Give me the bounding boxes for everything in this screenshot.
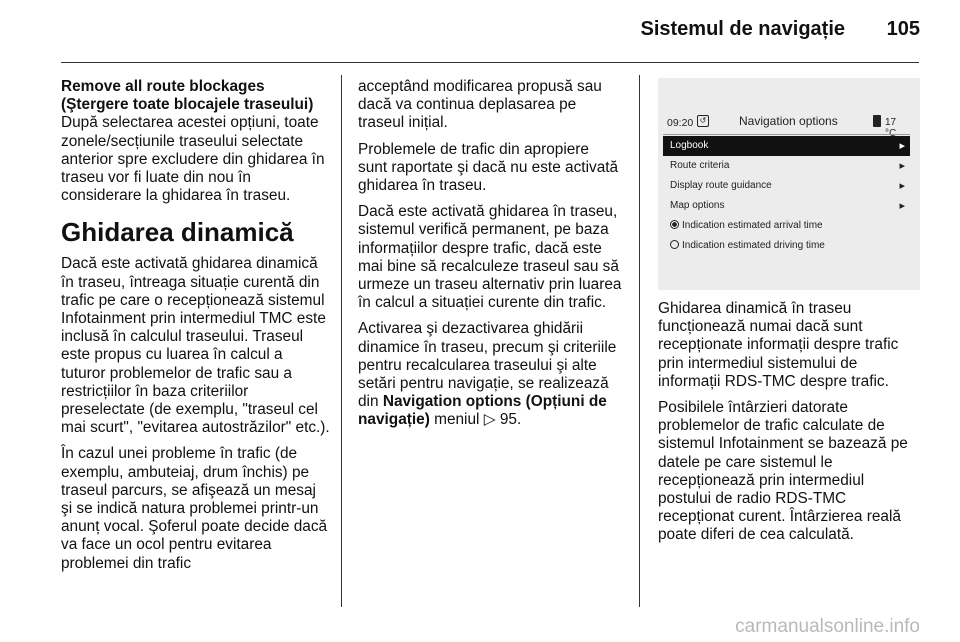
menu-item-label: Map options xyxy=(670,200,725,211)
menu-item-label: Logbook xyxy=(670,140,709,151)
menu-item-logbook[interactable] xyxy=(663,136,910,156)
options-menu xyxy=(663,136,910,256)
dynamic-guidance-paragraph: Dacă este activată ghidarea dinamică în traseu, întreaga situație curentă din trafic pe care o recepționează sistemul Infotainment prin intermediul TMC este inclusă în calculul traseului. Traseul este propus cu luarea în calcul a tuturor problemelor de trafic sau a restricțiilor în baza criteriilor preselectate (de exemplu, "traseul cel mai scurt", "evitarea autostrăzilor" etc.). xyxy=(61,255,330,437)
route-check-paragraph: Dacă este activată ghidarea în traseu, sistemul verifică permanent, pe baza informațiilor despre trafic, dacă este mai bine să recalculeze traseul sau să urmeze un traseu alternativ prin luarea în calcul a situației curente din trafic. xyxy=(358,203,622,312)
menu-word: meniul xyxy=(429,411,484,429)
watermark: carmanualsonline.info xyxy=(735,616,920,637)
column-divider-1 xyxy=(341,75,342,607)
remove-blockages-title-ro: (Ştergere toate blocajele traseului) xyxy=(61,96,314,114)
page-ref-icon: ▷ xyxy=(483,411,496,429)
activation-paragraph xyxy=(358,320,622,429)
radio-label: Indication estimated arrival time xyxy=(682,220,823,231)
chevron-right-icon: ▸ xyxy=(899,160,905,172)
menu-item-label: Route criteria xyxy=(670,160,730,171)
menu-item-route-criteria[interactable] xyxy=(663,156,910,176)
section-heading: Ghidarea dinamică xyxy=(61,217,294,248)
chevron-right-icon: ▸ xyxy=(899,180,905,192)
remove-blockages-title: Remove all route blockages xyxy=(61,78,265,95)
menu-item-display-route-guidance[interactable] xyxy=(663,176,910,196)
radio-unchecked-icon xyxy=(670,240,679,249)
radio-arrival-time[interactable] xyxy=(663,216,910,236)
rds-tmc-paragraph: Ghidarea dinamică în traseu funcționează numai dacă sunt recepționate informații despre trafic prin intermediul sistemului de informații RDS-TMC despre trafic. xyxy=(658,300,899,390)
screen-status-bar xyxy=(663,112,910,132)
clock-time: 09:20 xyxy=(667,117,694,129)
column-divider-2 xyxy=(639,75,640,607)
chevron-right-icon: ▸ xyxy=(899,140,905,152)
temperature: 17 xyxy=(885,117,897,128)
section-title: Sistemul de navigație xyxy=(640,18,845,40)
page-number: 105 xyxy=(886,18,920,40)
page-ref: 95. xyxy=(495,411,522,429)
column-2 xyxy=(358,78,622,438)
nearby-traffic-paragraph: Problemele de trafic din apropiere sunt raportate şi dacă nu este activată ghidarea în traseu. xyxy=(358,140,619,195)
menu-item-map-options[interactable] xyxy=(663,196,910,216)
radio-driving-time[interactable] xyxy=(663,236,910,256)
phone-icon xyxy=(873,115,881,127)
activation-text: Activarea şi dezactivarea ghidării dinamice în traseu, precum şi criteriile pentru recalcularea traseului şi alte setări pentru navigație, se realizează din xyxy=(358,320,617,411)
radio-checked-icon xyxy=(670,220,679,229)
screen-rule xyxy=(663,134,910,135)
delay-paragraph: Posibilele întârzieri datorate problemelor de trafic calculate de sistemul Infotainment se bazează pe datele pe care sistemul le recepționează prin intermediul postului de radio RDS-TMC recepționat curent. Întârzierea reală poate diferi de cea calculată. xyxy=(658,399,908,544)
remove-blockages-text: După selectarea acestei opțiuni, toate zonele/secțiunile traseului selectate anterior spre excludere din ghidarea în traseu vor fi luate din nou în considerare la ghidarea în traseu. xyxy=(61,114,325,205)
back-icon[interactable]: ↺ xyxy=(697,115,709,127)
menu-item-label: Display route guidance xyxy=(670,180,772,191)
continuation-paragraph: acceptând modificarea propusă sau dacă va continua deplasarea pe traseul inițial. xyxy=(358,78,602,132)
remove-blockages-paragraph xyxy=(61,78,331,205)
chevron-right-icon: ▸ xyxy=(899,200,905,212)
radio-label: Indication estimated driving time xyxy=(682,240,825,251)
screen-title: Navigation options xyxy=(739,114,838,128)
page-header xyxy=(0,18,960,48)
header-rule xyxy=(61,62,919,63)
column-1 xyxy=(61,78,331,581)
traffic-problem-paragraph: În cazul unei probleme în trafic (de exemplu, ambuteiaj, drum închis) pe traseul parcurs, se afişează un mesaj şi se indică natura problemei printr-un anunț vocal. Şoferul poate decide dacă va face un ocol pentru evitarea problemei din trafic xyxy=(61,445,328,572)
navigation-options-label: Navigation options (Opțiuni de navigație) xyxy=(358,393,607,429)
column-3 xyxy=(658,300,920,553)
